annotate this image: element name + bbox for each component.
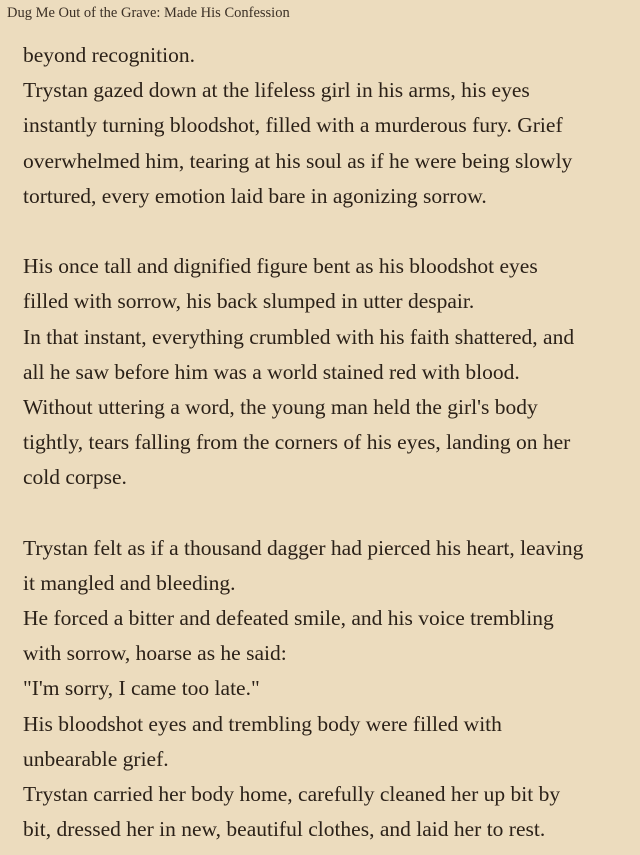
text-line: all he saw before him was a world stained red with blood. <box>23 359 520 384</box>
text-line: Without uttering a word, the young man held the girl's body <box>23 394 538 419</box>
text-line: tightly, tears falling from the corners of his eyes, landing on her <box>23 430 571 455</box>
text-line: unbearable grief. <box>23 746 169 771</box>
text-line: cold corpse. <box>23 465 127 490</box>
text-line: In that instant, everything crumbled with his faith shattered, and <box>23 324 575 349</box>
text-line: beyond recognition. <box>23 43 195 67</box>
text-line: overwhelmed him, tearing at his soul as if he were being slowly <box>23 148 573 173</box>
paragraph-gap <box>23 495 635 530</box>
book-title-header: Dug Me Out of the Grave: Made His Confession <box>7 5 290 21</box>
text-line: bit, dressed her in new, beautiful clothes, and laid her to rest. <box>23 817 546 842</box>
text-line: tortured, every emotion laid bare in agonizing sorrow. <box>23 183 487 208</box>
text-line: with sorrow, hoarse as he said: <box>23 641 287 666</box>
text-line: instantly turning bloodshot, filled with a murderous fury. Grief <box>23 113 563 138</box>
paragraph-gap <box>23 214 635 249</box>
text-line: "I'm sorry, I came too late." <box>23 676 260 701</box>
text-line: His once tall and dignified figure bent as his bloodshot eyes <box>23 254 538 279</box>
text-line: Trystan carried her body home, carefully cleaned her up bit by <box>23 781 561 806</box>
text-line: Trystan felt as if a thousand dagger had pierced his heart, leaving <box>23 535 584 560</box>
text-line: His bloodshot eyes and trembling body were filled with <box>23 711 502 736</box>
text-line: filled with sorrow, his back slumped in utter despair. <box>23 289 475 314</box>
reader-text-area <box>23 38 635 847</box>
text-line: Trystan gazed down at the lifeless girl in his arms, his eyes <box>23 78 530 103</box>
text-line: it mangled and bleeding. <box>23 570 236 595</box>
text-line: He forced a bitter and defeated smile, and his voice trembling <box>23 606 554 630</box>
